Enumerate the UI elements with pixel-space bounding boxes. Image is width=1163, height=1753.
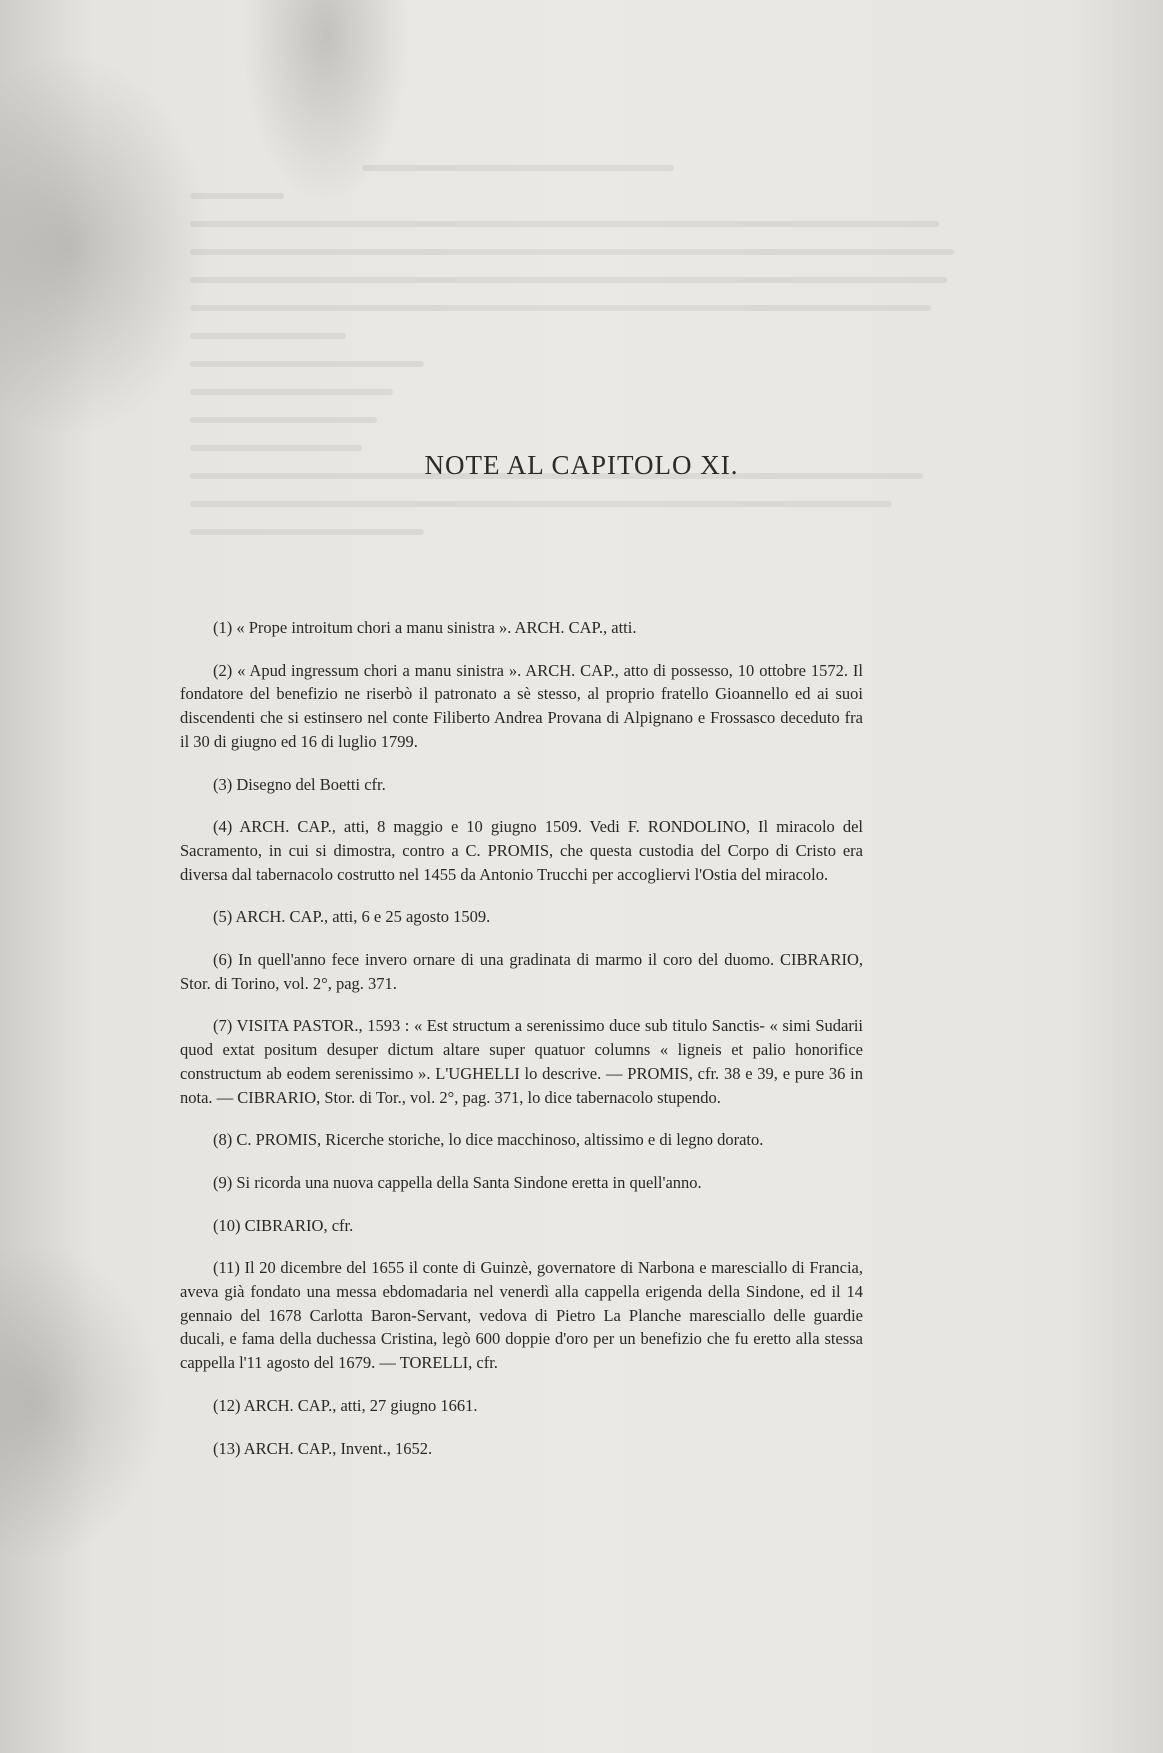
chapter-notes-title: NOTE AL CAPITOLO XI. [424,450,739,480]
note-8: (8) C. PROMIS, Ricerche storiche, lo dice macchinoso, altissimo e di legno dorato. [213,1130,764,1150]
note-10: (10) CIBRARIO, cfr. [213,1215,354,1235]
bleed-through-text [190,165,970,565]
note-7: (7) VISITA PASTOR., 1593 : « Est structum a serenissimo duce sub titulo Sanctis- « simi Sudarii quod extat positum desuper dictum altare super quatuor columns « ligneis et palio honorifice constructum ab eodem serenissimo ». L'UGHELLI lo descrive. — PROMIS, cfr. 38 e 39, e pure 36 in nota. — CIBRARIO, Stor. di Tor., vol. 2°, pag. 371, lo dice tabernacolo stupendo. [180,1016,863,1107]
note-3: (3) Disegno del Boetti cfr. [213,774,386,794]
note-6: (6) In quell'anno fece invero ornare di una gradinata di marmo il coro del duomo. CIBRARIO, Stor. di Torino, vol. 2°, pag. 371. [180,950,863,993]
note-2: (2) « Apud ingressum chori a manu sinistra ». ARCH. CAP., atto di possesso, 10 ottobre 1572. Il fondatore del benefizio ne riserbò il patronato a sè stesso, al proprio fratello Gioannello ed ai suoi discendenti che si estinsero nel conte Filiberto Andrea Provana di Alpignano e Frossasco deceduto fra il 30 di giugno ed 16 di luglio 1799. [180,660,863,751]
note-5: (5) ARCH. CAP., atti, 6 e 25 agosto 1509. [213,907,491,927]
note-12: (12) ARCH. CAP., atti, 27 giugno 1661. [213,1395,478,1415]
note-4: (4) ARCH. CAP., atti, 8 maggio e 10 giugno 1509. Vedi F. RONDOLINO, Il miracolo del Sacramento, in cui si dimostra, contro a C. PROMIS, che questa custodia del Corpo di Cristo era diversa dal tabernacolo costrutto nel 1455 da Antonio Trucchi per accogliervi l'Ostia del miracolo. [180,817,863,884]
note-13: (13) ARCH. CAP., Invent., 1652. [213,1438,433,1458]
notes-list [180,616,863,1479]
note-9: (9) Si ricorda una nuova cappella della Santa Sindone eretta in quell'anno. [213,1172,702,1192]
note-1: (1) « Prope introitum chori a manu sinistra ». ARCH. CAP., atti. [213,618,637,637]
note-11: (11) Il 20 dicembre del 1655 il conte di Guinzè, governatore di Narbona e maresciallo di Francia, aveva già fondato una messa ebdomadaria nel venerdì alla cappella erigenda della Sindone, ed il 14 gennaio del 1678 Carlotta Baron-Servant, vedova di Pietro La Planche maresciallo delle guardie ducali, e fama della duchessa Cristina, legò 600 doppie d'oro per un benefizio che fu eretto alla stessa cappella l'11 agosto del 1679. — TORELLI, cfr. [180,1258,863,1373]
